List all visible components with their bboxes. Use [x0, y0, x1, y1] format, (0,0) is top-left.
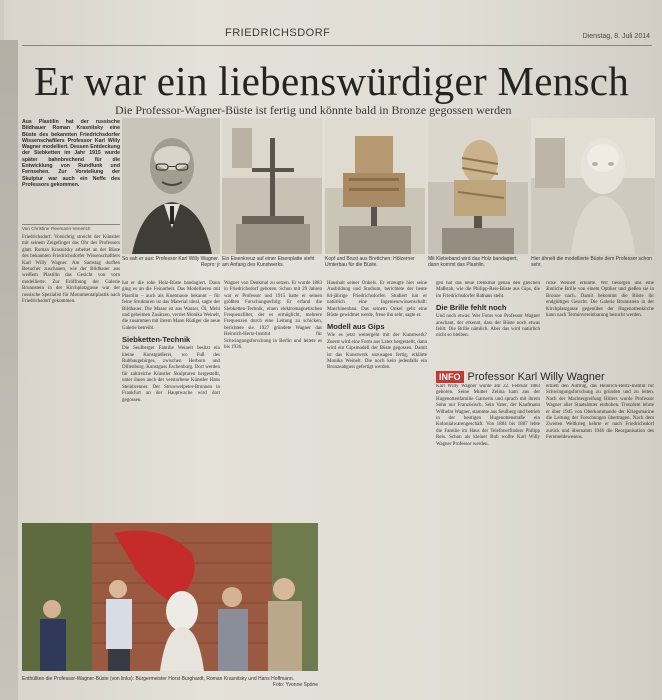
caption-photo-5: Hier ähnelt die modellierte Büste dem Professor schon sehr. — [531, 256, 652, 268]
bottom-photo-credit: Foto: Yvonne Spöne — [272, 682, 318, 688]
info-column-1: Karl Willy Wagner wurde am 22. Februar 1883 geboren. Seine Mutter Zelina kam aus der Hugenottenfamilie Garnerin und sprach mit ihrem Sohn nur Französisch. Sein Vater, der Kaufmann Wilhelm Wagner, stammte aus Seulberg und betrieb in der heutigen Hugenottenstraße ein Kolonialwarengeschäft. Von 1884 bis 1887 lebte die Familie im Haus der Telefonerfinders Philipp Reis. Schon als kleiner Bub wollte Karl Willy Wagner Professor werden. — [436, 384, 540, 447]
byline: Von Christine Fleemann-Venerich — [22, 224, 120, 231]
subheading-siebketten: Siebketten-Technik — [122, 335, 191, 345]
caption-photo-1: So sah er aus: Professor Karl Willy Wagner. Repro: jr — [122, 256, 220, 268]
page-edge — [0, 40, 18, 700]
issue-date: Dienstag, 8. Juli 2014 — [582, 33, 650, 40]
photo-taped — [428, 118, 528, 254]
subheading-brille: Die Brille fehlt noch — [436, 303, 507, 313]
bottom-photo-caption: Enthüllten die Professor-Wagner-Büste (von links): Bürgermeister Horst Burghardt, Roman Krasnitsky und Hans Hoffmann. Foto: Yvonne Spöne — [22, 676, 318, 688]
article-column-5: ricke Weinelt erklärte. Wir besorgen uns eine ähnliche Brille von einem Optiker und gießen sie in Bronze nach. Damit bekommt die Büste ihr endgültiges Gesicht. Die Galerie Brunnstein in der Kirchplatzgasse gegenüber der Hugenottenkirche kann nach Terminvereinbarung besucht werden. — [546, 281, 654, 319]
info-title: Professor Karl Willy Wagner — [467, 370, 605, 383]
caption-photo-2: Ein Eisenkreuz auf einer Eisenplatte steht am Anfang des Kunstwerks. — [222, 256, 315, 268]
article-column-4: gen hat das neue Denkmal genau den gleichen Maßstab, wie die Philipp-Reis-Büste aus Gips, die im Friedrichsdorfer Rathaus steht. Die Brille fehlt noch Und noch etwas: Wer Fotos von Professor Wagner anschaut, der erkennt, dass der Büste noch etwas fehlt: Die Brille nämlich. Aber das wird natürlich nicht so bleiben. — [436, 281, 540, 339]
subheadline: Die Professor-Wagner-Büste ist fertig und könnte bald in Bronze gegossen werden — [115, 103, 512, 117]
headline: Er war ein liebenswürdiger Mensch — [34, 58, 630, 104]
photo-armature — [222, 118, 322, 254]
article-column-3: Haushalt seiner Onkels. Er erzeugte hier seine Ausbildung und Studium, berichtete der heute 84-jährige Friedrichsdorfer. Studiert hat er natürlich eine Ingenieurwissenschaft: Maschinenbau. Das seinem Onkel geht eine Büste gewidmet werde, freue ihn sehr, sagte er. Modell aus Gips Wie es jetzt weitergeht mit der Kunstwerk? Zuerst wird eine Form aus Latex hergestellt, dann wird ein Gipsmodell der Büste gegossen. Damit ist das Kunstwerk sozusagen fertig, erklärte Monika Weinelt. Die noch kein jedenfalls ein Bronzeabguss gefertigt werden. — [327, 281, 427, 371]
photo-portrait — [122, 118, 220, 254]
photo-wood-frame — [325, 118, 425, 254]
section-label: FRIEDRICHSDORF — [225, 27, 331, 39]
caption-photo-3: Kopf und Brust aus Brettchen: Hölzerner Umterbau für die Büste. — [325, 256, 415, 268]
intro-text: Aus Plastilin hat der russische Bildhauer Roman Krasnitsky eine Büste des bekannten Friedrichsdorfer Wissenschaftlers Professor Karl Willy Wagner modelliert. Dessen Entdeckung der Siebketten im Jahr 1915 wurde später bahnbrechend für die Entwicklung von Rundfunk und Fernsehen. Zur Vorstellung der Skulptur war auch ein Neffe des Professors gekommen. — [22, 119, 120, 188]
photo-unveiling — [22, 523, 318, 671]
subheading-gips: Modell aus Gips — [327, 322, 385, 332]
photo-bust-modelled — [531, 118, 655, 254]
info-badge: INFO — [436, 371, 464, 383]
article-column-2: Wagner von Denkmal zu setzen. Er wurde 1883 in Friedrichsdorf geboren. Schon mit 29 Jahren war er Professor und 1915 hatte er seinen größten Forschungserfolg: Er erfand die Siebketten-Technik, einen elektromagnetischen Frequenzfilter, der es ermöglicht, mehrere Frequenzen durch eine Leitung zu schicken, berichtete sie. 1927 gründete Wagner das Heinrich-Hertz-Institut für Schwingungsforschung in Berlin und leitete es bis 1936. — [224, 281, 322, 351]
left-column-text: Friedrichsdorf. Vorsichtig streicht der Künstler mit seinem Zeigefinger das Ohr des Professors glatt. Roman Krasnitsky arbeitet an der Büste des bekannten Friedrichsdorfer Wissenschaftlers Karl Willy Wagner. Am Samstag durften Besucher zuschauen, wie der Bildhauer aus weißem Plastilin das Gesicht von vorn modellierte. Zur Eröffnung der Galerie Brunnstein in der Kirchplatzgasse war der russische Spezialist für Monumentalplastik nach Friedrichsdorf gekommen. — [22, 235, 120, 305]
caption-photo-4: Mit Klebeband wird das Holz bandagiert, dann kommt das Plastilin. — [428, 256, 518, 268]
header-rule — [22, 45, 652, 46]
info-column-2: erhielt den Auftrag, das Heinrich-Hertz-Institut für Schwingungsforschung zu gründen und zu leiten. Nach der Machtergreifung Hitlers wurde Professor Wagner aller Staatsämter enthoben. Trotzdem lehrte er über 1945 von Oberkommando der Kriegsmarine die Leitung der Forschungen übertragen. Nach dem Zweiten Weltkrieg kehrte er nach Friedrichsdorf zurück und übernahm 1946 die Reorganisation des Fernmeldewesens. — [546, 384, 654, 441]
article-column-1: hat er die rohe Holz-Büste bandagiert. Dann ging es an die Feinarbeit. Das Modellieren mit Plastilin – auch als Knetmasse bekannt – für feine Strukturen ist das Material ideal, sagte der Bildhauer. Die Masse ist aus Wasser, Öl, Mehl und geheimen Zusätzen, verriet Monika Weinelt, die zusammen mit ihrem Mann Rüdiger die neue Galerie betreibt. Siebketten-Technik Die Seulberger Familie Weinelt besitzt ein kleine Kunstgießerei, wo Fuß des Ruhbaugebirges, zwischen Herborn und Dillenburg. Kunstguss Eschenburg. Dort werden für zahlreiche Künstler Skulpturen hergestellt, unter ihnen auch der verstorbene Künstler Hans Steinbrenner. Der Struwwelpeter-Brunnen in Frankfurt an der Hauptwache wird dort gegossen. — [122, 281, 220, 403]
